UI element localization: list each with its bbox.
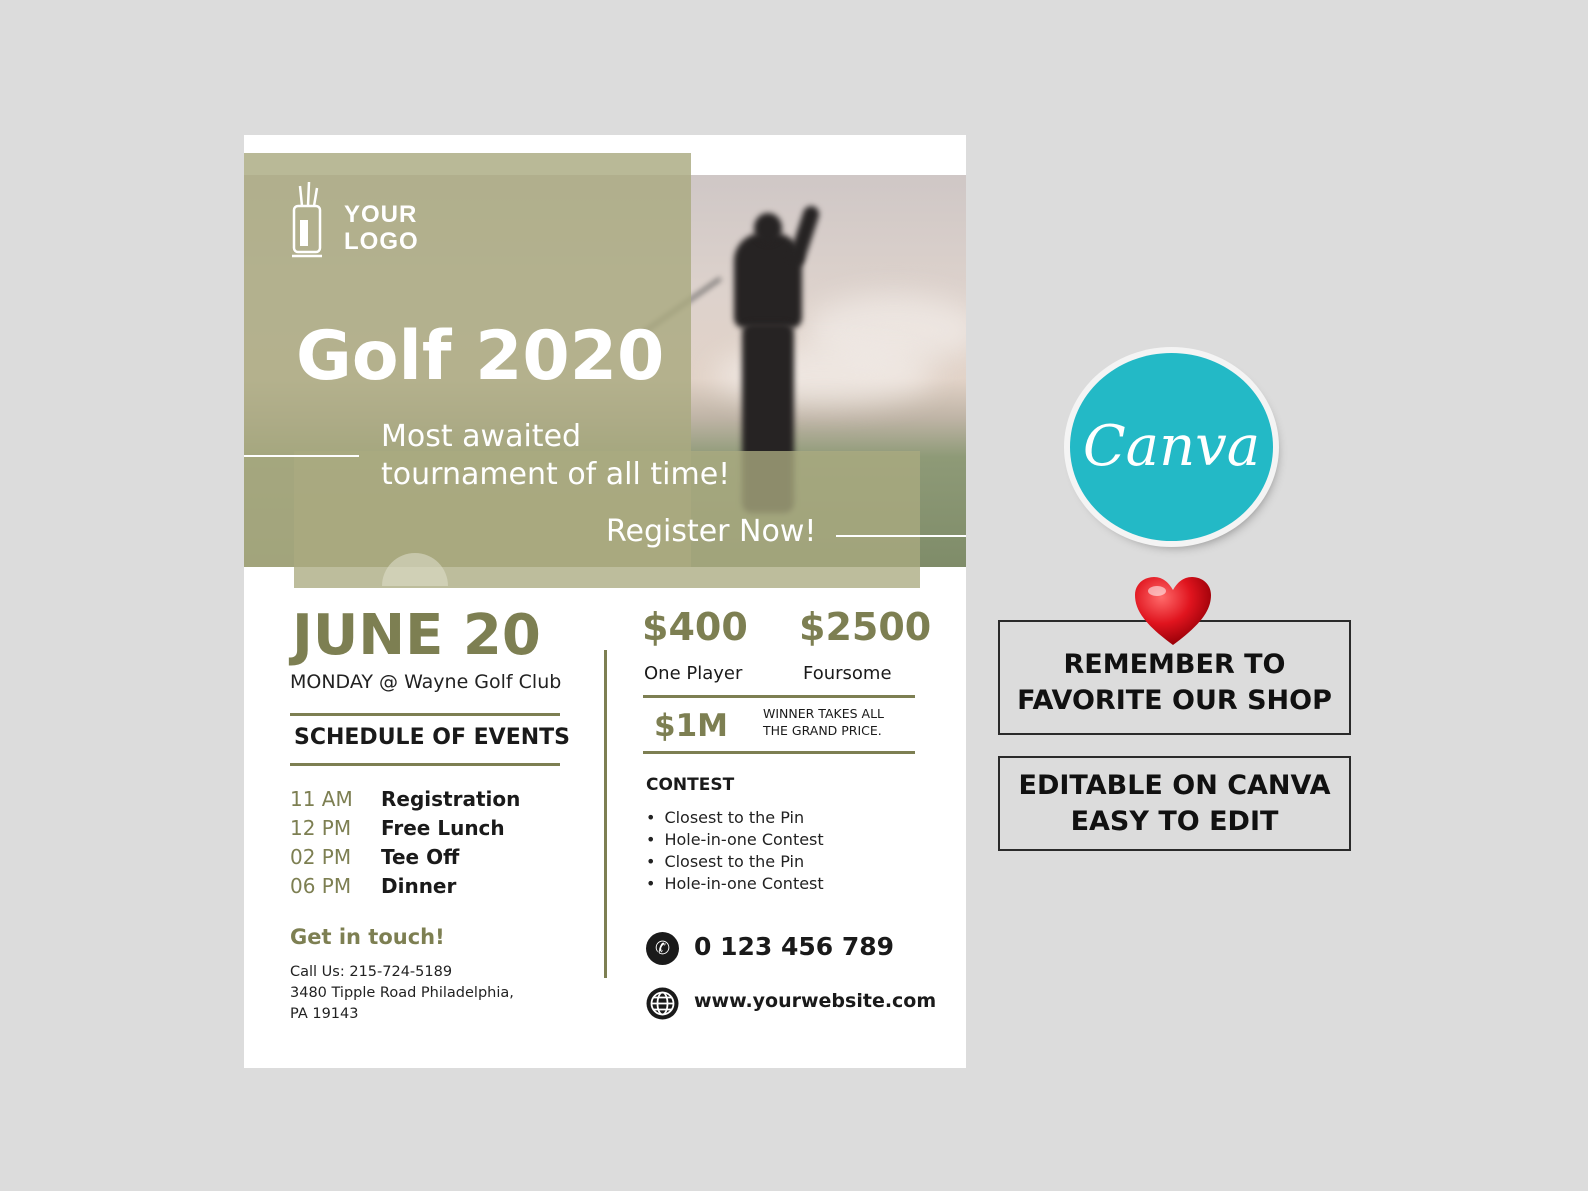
schedule-event: Free Lunch	[381, 816, 505, 840]
contest-item: • Closest to the Pin	[646, 851, 804, 873]
schedule-time: 11 AM	[290, 787, 353, 811]
schedule-time: 12 PM	[290, 816, 352, 840]
divider-line	[643, 751, 915, 754]
event-date: JUNE 20	[292, 603, 541, 668]
schedule-event: Registration	[381, 787, 521, 811]
schedule-row	[290, 787, 550, 816]
subtitle-line: tournament of all time!	[381, 457, 731, 492]
favorite-line: FAVORITE OUR SHOP	[1017, 685, 1332, 716]
editable-line: EASY TO EDIT	[1070, 806, 1279, 837]
subtitle-line: Most awaited	[381, 419, 582, 454]
contest-item: • Hole-in-one Contest	[646, 873, 824, 895]
schedule-title: SCHEDULE OF EVENTS	[294, 725, 570, 750]
divider-line	[244, 455, 359, 457]
price-amount: $2500	[799, 605, 932, 649]
website-link[interactable]: www.yourwebsite.com	[694, 990, 937, 1012]
divider-line	[643, 695, 915, 698]
contact-call: Call Us: 215-724-5189	[290, 964, 453, 980]
event-subtitle	[381, 418, 730, 494]
logo-line: LOGO	[344, 228, 419, 255]
grand-prize-line: WINNER TAKES ALL	[763, 706, 885, 721]
divider-line	[290, 763, 560, 766]
globe-icon	[646, 987, 679, 1020]
divider-line	[290, 713, 560, 716]
schedule-time: 06 PM	[290, 874, 352, 898]
price-amount: $400	[642, 605, 748, 649]
canva-logo	[1070, 353, 1273, 541]
price-label: Foursome	[803, 663, 892, 684]
schedule-row	[290, 816, 550, 845]
contest-item: • Hole-in-one Contest	[646, 829, 824, 851]
schedule-row	[290, 845, 550, 874]
schedule-event: Dinner	[381, 874, 457, 898]
grand-prize-amount: $1M	[654, 708, 728, 744]
grand-prize-line: THE GRAND PRICE.	[763, 723, 882, 738]
flyer	[244, 135, 966, 1068]
contest-item: • Closest to the Pin	[646, 807, 804, 829]
event-venue: MONDAY @ Wayne Golf Club	[290, 671, 562, 693]
phone-icon: ✆	[646, 932, 679, 965]
editable-box	[998, 756, 1351, 851]
schedule-event: Tee Off	[381, 845, 460, 869]
schedule-row	[290, 874, 550, 903]
schedule-time: 02 PM	[290, 845, 352, 869]
favorite-line: REMEMBER TO	[1063, 649, 1286, 680]
logo-placeholder	[344, 201, 419, 255]
event-title: Golf 2020	[296, 317, 665, 396]
grand-prize-note	[763, 705, 884, 739]
register-now-link[interactable]: Register Now!	[606, 514, 817, 549]
divider-line	[836, 535, 966, 537]
contact-address: 3480 Tipple Road Philadelphia,	[290, 985, 514, 1001]
logo-line: YOUR	[344, 201, 418, 228]
contact-title: Get in touch!	[290, 925, 445, 949]
column-divider	[604, 650, 607, 978]
golf-bag-icon	[290, 180, 326, 258]
contact-address: PA 19143	[290, 1006, 359, 1022]
phone-number[interactable]: 0 123 456 789	[694, 932, 895, 961]
contest-title: CONTEST	[646, 775, 735, 795]
canva-wordmark: Canva	[1082, 414, 1261, 479]
price-label: One Player	[644, 663, 743, 684]
heart-icon	[1133, 575, 1213, 647]
editable-line: EDITABLE ON CANVA	[1018, 770, 1331, 801]
